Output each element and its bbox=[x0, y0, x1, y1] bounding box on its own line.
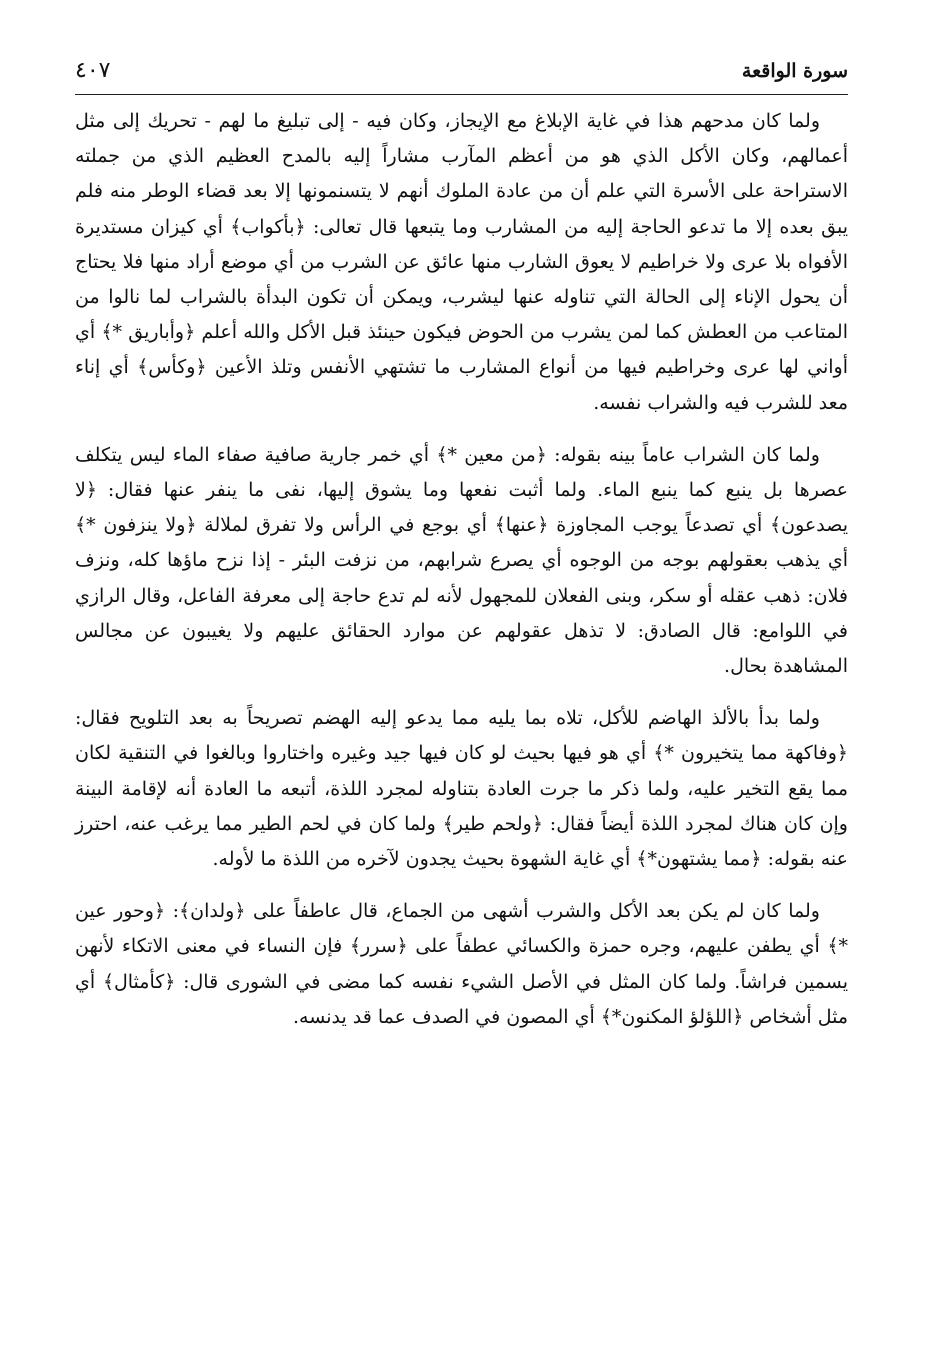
body-text bbox=[75, 104, 848, 1035]
paragraph-1: ولما كان مدحهم هذا في غاية الإبلاغ مع الإيجاز، وكان فيه - إلى تبليغ ما لهم - تحريك إلى مثل أعمالهم، وكان الأكل الذي هو من أعظم المآرب مشاراً إليه بالمدح العظيم الذي من جملته الاستراحة على الأسرة التي علم أن من عادة الملوك أنهم لا يتسنمونها إلا بعد قضاء الوطر منه فلم يبق بعده إلا ما تدعو الحاجة إليه من المشارب وما يتبعها قال تعالى: ﴿بأكواب﴾ أي كيزان مستديرة الأفواه بلا عرى ولا خراطيم لا يعوق الشارب منها عائق عن الشرب من أي موضع أراد منها فلا يحتاج أن يحول الإناء إلى الحالة التي تناوله عنها ليشرب، ويمكن أن تكون البدأة بالشراب لما نالوا من المتاعب من العطش كما لمن يشرب من الحوض فيكون حينئذ قبل الأكل والله أعلم ﴿وأباريق *﴾ أي أواني لها عرى وخراطيم فيها من أنواع المشارب ما تشتهي الأنفس وتلذ الأعين ﴿وكأس﴾ أي إناء معد للشرب فيه والشراب نفسه. bbox=[75, 110, 848, 414]
surah-title: سورة الواقعة bbox=[741, 60, 848, 82]
page-number: ٤٠٧ bbox=[75, 58, 111, 83]
running-header bbox=[75, 52, 848, 95]
paragraph-3: ولما بدأ بالألذ الهاضم للأكل، تلاه بما يليه مما يدعو إليه الهضم تصريحاً به بعد التلويح فقال: ﴿وفاكهة مما يتخيرون *﴾ أي هو فيها بحيث لو كان فيها جيد وغيره واختاروا وبالغوا في التنقية لكان مما يقع التخير عليه، ولما ذكر ما جرت العادة بتناوله لمجرد اللذة، أتبعه ما العادة أنه لإقامة البينة وإن كان هناك لمجرد اللذة أيضاً فقال: ﴿ولحم طير﴾ ولما كان في لحم الطير مما يرغب عنه، احترز عنه بقوله: ﴿مما يشتهون*﴾ أي غاية الشهوة بحيث يجدون لآخره من اللذة ما لأوله. bbox=[75, 707, 848, 871]
paragraph-4: ولما كان لم يكن بعد الأكل والشرب أشهى من الجماع، قال عاطفاً على ﴿ولدان﴾: ﴿وحور عين *﴾ أي يطفن عليهم، وجره حمزة والكسائي عطفاً على ﴿سرر﴾ فإن النساء في معنى الاتكاء لأنهن يسمين فراشاً. ولما كان المثل في الأصل الشيء نفسه كما مضى في الشورى قال: ﴿كأمثال﴾ أي مثل أشخاص ﴿اللؤلؤ المكنون*﴾ أي المصون في الصدف عما قد يدنسه. bbox=[75, 900, 848, 1028]
paragraph-2: ولما كان الشراب عاماً بينه بقوله: ﴿من معين *﴾ أي خمر جارية صافية صفاء الماء ليس يتكلف عصرها بل ينبع كما ينبع الماء. ولما أثبت نفعها وما يشوق إليها، نفى ما ينفر عنها فقال: ﴿لا يصدعون﴾ أي تصدعاً يوجب المجاوزة ﴿عنها﴾ أي بوجع في الرأس ولا تفرق لملالة ﴿ولا ينزفون *﴾ أي يذهب بعقولهم بوجه من الوجوه أي يصرع شرابهم، من نزفت البئر - إذا نزح ماؤها كله، ونزف فلان: ذهب عقله أو سكر، وبنى الفعلان للمجهول لأنه لم تدع حاجة إلى معرفة الفاعل، وقال الرازي في اللوامع: قال الصادق: لا تذهل عقولهم عن موارد الحقائق عليهم ولا يغيبون عن مجالس المشاهدة بحال. bbox=[75, 443, 849, 678]
